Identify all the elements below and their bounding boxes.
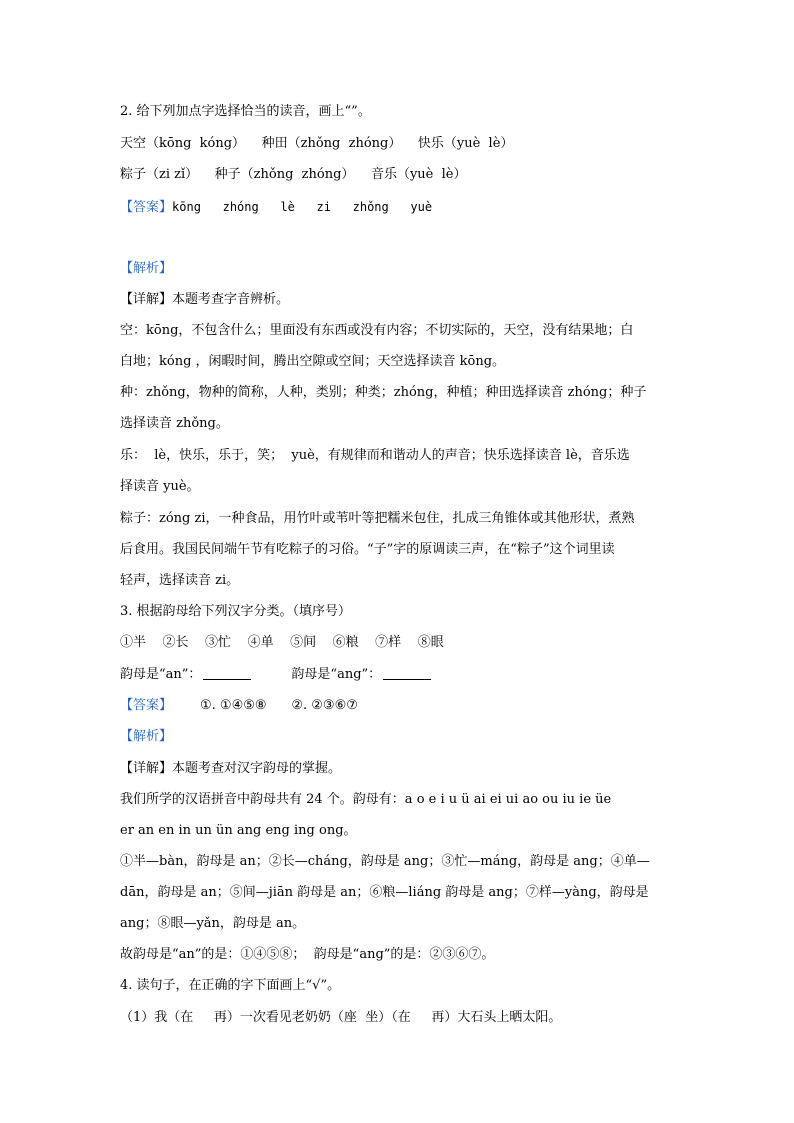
answer-text: kōng zhóng lè zi zhǒng yuè	[172, 200, 433, 214]
q2-detail	[120, 291, 289, 309]
q3-analysis-tag: 【解析】	[120, 729, 173, 744]
q3-p2b: dān，韵母是 an；⑤间—jiān 韵母是 an；⑥粮—liáng 韵母是 ang；⑦样—yàng，韵母是	[120, 885, 649, 900]
q2-p2a: 种：zhǒng，物种的简称，人种，类别；种类；zhóng，种植；种田选择读音 zhóng；种子	[120, 385, 647, 400]
q3-p2c: ang；⑧眼—yǎn，韵母是 an。	[120, 916, 306, 931]
q2-p1a: 空：kōng，不包含什么；里面没有东西或没有内容；不切实际的，天空，没有结果地；白	[120, 323, 634, 338]
q3-p2a: ①半—bàn，韵母是 an；②长—cháng，韵母是 ang；③忙—máng，韵母是 ang；④单—	[120, 854, 650, 869]
q2-p4a: 粽子：zóng zi，一种食品，用竹叶或苇叶等把糯米包住，扎成三角锥体或其他形状，煮熟	[120, 511, 635, 526]
blank2-field[interactable]	[383, 666, 431, 680]
blank2-label: 韵母是“ang”：	[291, 667, 382, 682]
detail-tag: 【详解】	[120, 761, 173, 776]
q3-detail	[120, 760, 341, 778]
q2-p4b: 后食用。我国民间端午节有吃粽子的习俗。“子”字的原调读三声，在“粽子”这个词里读	[120, 542, 615, 557]
q2-row1: 天空（kōng kóng） 种田（zhǒng zhóng） 快乐（yuè lè）	[120, 136, 514, 151]
q2-analysis-tag: 【解析】	[120, 261, 173, 276]
q2-p1b: 白地；kóng ，闲暇时间，腾出空隙或空间；天空选择读音 kōng。	[120, 354, 506, 369]
answer-tag: 【答案】	[120, 200, 173, 215]
detail-intro: 本题考查对汉字韵母的掌握。	[172, 761, 342, 776]
q2-p4c: 轻声，选择读音 zi。	[120, 573, 240, 588]
q2-p3a: 乐： lè，快乐，乐于，笑； yuè，有规律而和谐动人的声音；快乐选择读音 lè，音乐选	[120, 448, 630, 463]
q4-title: 4. 读句子，在正确的字下面画上“√”。	[120, 978, 341, 993]
q3-conclusion: 故韵母是“an”的是：①④⑤⑧； 韵母是“ang”的是：②③⑥⑦。	[120, 947, 495, 962]
q3-title: 3. 根据韵母给下列汉字分类。（填序号）	[120, 604, 352, 619]
q3-p1a: 我们所学的汉语拼音中韵母共有 24 个。韵母有：a o e i u ü ai ei ui ao ou iu ie üe	[120, 792, 612, 807]
q2-row2: 粽子（zi zǐ） 种子（zhǒng zhóng） 音乐（yuè lè）	[120, 167, 467, 182]
q2-title: 2. 给下列加点字选择恰当的读音，画上“”。	[120, 104, 371, 119]
q2-p3b: 择读音 yuè。	[120, 479, 200, 494]
q4-sentence-1: （1）我（在 再）一次看见老奶奶（座 坐）（在 再）大石头上晒太阳。	[120, 1010, 562, 1025]
detail-tag: 【详解】	[120, 292, 173, 307]
blank1-label: 韵母是“an”：	[120, 667, 202, 682]
answer-text: ①. ①④⑤⑧ ②. ②③⑥⑦	[200, 698, 358, 713]
q2-answer	[120, 198, 432, 217]
q3-chars: ①半 ②长 ③忙 ④单 ⑤间 ⑥粮 ⑦样 ⑧眼	[120, 635, 444, 650]
blank1-field[interactable]	[203, 666, 251, 680]
q3-answer	[120, 697, 358, 715]
answer-tag: 【答案】	[120, 698, 173, 713]
q3-p1b: er an en in un ün ang eng ing ong。	[120, 823, 357, 838]
detail-intro: 本题考查字音辨析。	[172, 292, 290, 307]
q3-blanks	[120, 666, 431, 684]
q2-p2b: 选择读音 zhǒng。	[120, 416, 229, 431]
